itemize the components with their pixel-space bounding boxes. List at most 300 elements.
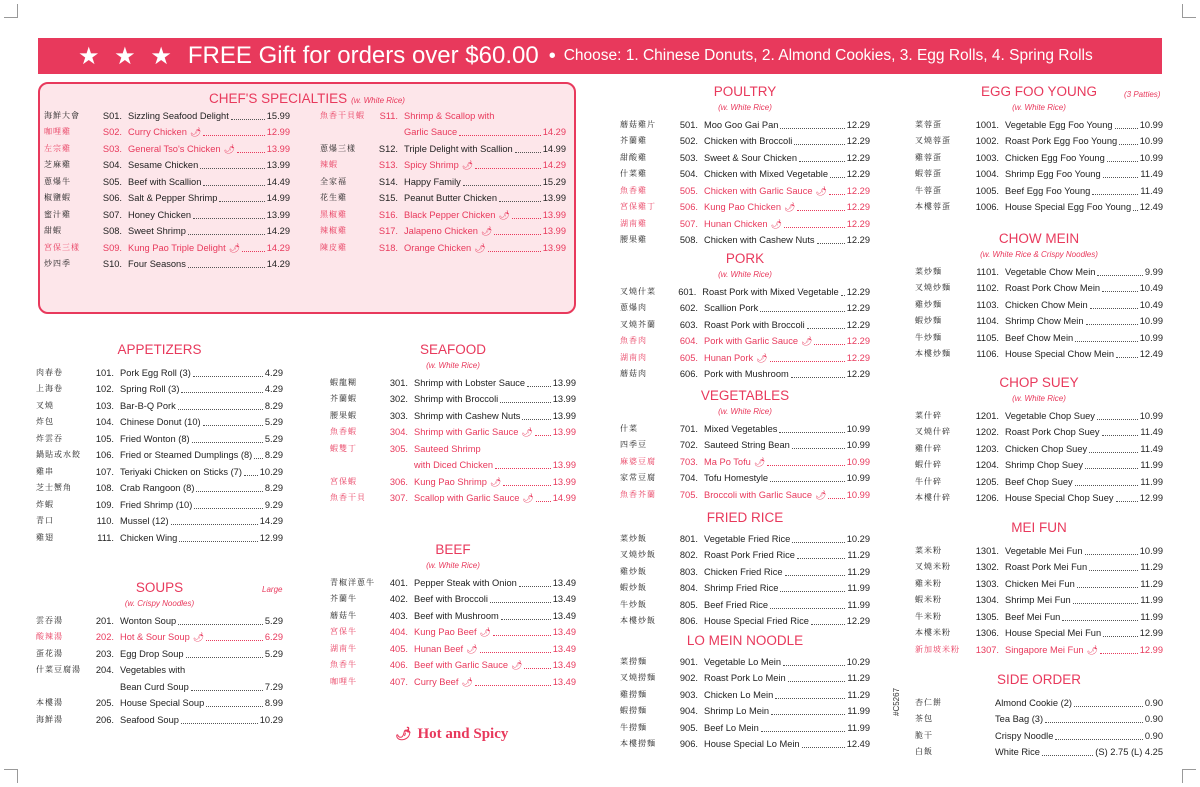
item-price: 4.29 [264, 367, 283, 378]
item-chinese-name: 甜蝦 [44, 226, 62, 235]
item-price: 10.99 [846, 440, 870, 450]
item-price: 10.99 [846, 489, 870, 500]
item-price: 4.29 [264, 384, 283, 394]
item-price: 12.29 [846, 235, 870, 245]
item-chinese-name: 咖哩牛 [330, 676, 357, 686]
item-chinese-name: 上海卷 [36, 384, 63, 393]
item-number: 1302. [975, 562, 999, 572]
item-number: 1201. [975, 410, 999, 421]
item-chinese-name: 蝦撈麵 [620, 706, 647, 715]
dot-leader [783, 665, 845, 666]
menu-item [915, 345, 1163, 362]
menu-item [620, 214, 870, 231]
item-number: 1304. [975, 595, 999, 605]
item-name: Shrimp Chop Suey [1005, 460, 1084, 470]
item-chinese-name: 菜什碎 [915, 410, 942, 420]
item-chinese-name: 海鮮湯 [36, 714, 63, 724]
item-chinese-name: 炒四季 [44, 259, 71, 268]
section-title: MEI FUN [1011, 520, 1067, 535]
menu-item [915, 456, 1163, 473]
item-name: Chicken with Cashew Nuts [704, 235, 815, 245]
item-price: 12.29 [846, 319, 870, 330]
section-title: LO MEIN NOODLE [686, 633, 804, 648]
menu-item [330, 423, 576, 440]
item-number: S12. [378, 143, 398, 154]
item-number: 407. [389, 676, 408, 687]
item-chinese-name: 海鮮大會 [44, 110, 80, 120]
pork-section [620, 250, 870, 381]
item-chinese-name: 牛炒飯 [620, 599, 647, 609]
item-name: Sesame Chicken [128, 160, 199, 170]
item-chinese-name: 蔥爆三樣 [320, 143, 356, 153]
pepper-icon: 🌶 [466, 643, 478, 654]
dot-leader [1073, 603, 1139, 604]
item-price: 12.29 [846, 185, 870, 196]
item-price: 11.99 [847, 583, 870, 593]
menu-item [620, 282, 870, 299]
item-number: 507. [679, 218, 698, 229]
item-price: 11.99 [1140, 460, 1163, 470]
item-number: 108. [95, 483, 114, 493]
item-name: Chinese Donut (10) [120, 417, 201, 427]
item-name: Hot & Sour Soup [120, 632, 190, 642]
dot-leader [203, 135, 264, 136]
menu-item [44, 106, 290, 123]
item-chinese-name: 辣蝦 [320, 160, 338, 169]
item-chinese-name: 蘑菇牛 [330, 610, 357, 620]
item-chinese-name: 雞串 [36, 466, 54, 476]
item-name: Beef with Scallion [128, 176, 202, 187]
item-chinese-name: 牛什碎 [915, 476, 942, 486]
item-chinese-name: 新加坡米粉 [915, 644, 960, 654]
crop-mark [4, 4, 18, 18]
menu-item [915, 489, 1163, 506]
pepper-icon: 🌶 [479, 627, 491, 637]
item-price: 12.29 [846, 616, 870, 626]
item-price: 13.99 [552, 476, 576, 487]
item-number: 904. [679, 706, 698, 716]
crop-mark [4, 769, 18, 783]
menu-item [620, 132, 870, 149]
item-price: 11.99 [847, 706, 870, 716]
item-chinese-name: 蔥爆肉 [620, 303, 647, 312]
dot-leader [536, 501, 551, 502]
item-name: House Special Chop Suey [1005, 493, 1114, 503]
dot-leader [780, 128, 844, 129]
menu-item [36, 628, 283, 645]
dot-leader [811, 624, 845, 625]
item-chinese-name: 芥蘭牛 [330, 594, 357, 603]
dot-leader [193, 376, 263, 377]
dot-leader [797, 558, 845, 559]
item-chinese-name: 四季豆 [620, 440, 647, 449]
section-note: (w. White Rice) [1012, 394, 1066, 403]
pepper-icon: 🌶 [522, 493, 534, 503]
pepper-icon: 🌶 [228, 242, 241, 253]
item-number: 405. [389, 643, 408, 654]
item-number: 502. [679, 136, 698, 146]
item-price: 10.99 [846, 473, 870, 483]
item-number: 1301. [975, 545, 999, 556]
dot-leader [1086, 324, 1138, 325]
item-chinese-name: 茶包 [915, 714, 933, 723]
menu-item [620, 299, 870, 316]
item-chinese-name: 雲吞湯 [36, 615, 63, 625]
item-name: House Special Lo Mein [704, 739, 800, 749]
item-name: Beef with Mushroom [414, 610, 499, 621]
item-name: Wonton Soup [120, 615, 177, 626]
dot-leader [237, 152, 265, 153]
item-name: Roast Pork Chop Suey [1005, 427, 1100, 437]
item-number: 404. [389, 627, 408, 637]
item-price: 12.29 [846, 336, 870, 346]
item-name: Chicken Chop Suey [1005, 443, 1088, 454]
item-number: 403. [389, 610, 408, 621]
item-chinese-name: 湖南雞 [620, 218, 647, 228]
item-name: Jalapeno Chicken [404, 226, 478, 236]
dot-leader [1102, 291, 1138, 292]
item-chinese-name: 雞米粉 [915, 578, 942, 588]
dot-leader [186, 657, 263, 658]
item-name: Seafood Soup [120, 714, 179, 725]
dot-leader [535, 435, 551, 436]
menu-item [915, 132, 1163, 149]
section-note: (w. White Rice) [1012, 103, 1066, 112]
item-price: 8.29 [264, 483, 283, 493]
item-price: 14.99 [552, 493, 576, 503]
menu-item [36, 528, 283, 545]
item-chinese-name: 蝦龍糊 [330, 377, 357, 387]
item-name: Happy Family [404, 176, 461, 187]
item-chinese-name: 蝦什碎 [915, 460, 942, 469]
item-name: Vegetable Chow Mein [1005, 266, 1096, 277]
item-name: Shrimp Chow Mein [1005, 316, 1084, 326]
item-name: Roast Pork Fried Rice [704, 550, 795, 560]
item-name: Hunan Beef [414, 643, 464, 654]
dot-leader [527, 386, 551, 387]
item-price: 13.49 [552, 594, 576, 604]
menu-item [36, 661, 283, 678]
item-price: 12.29 [846, 352, 870, 363]
pepper-icon: 🌶 [474, 242, 486, 253]
dot-leader [799, 161, 845, 162]
item-name: Shrimp with Broccoli [414, 394, 499, 404]
item-price: 14.29 [266, 259, 290, 269]
pepper-icon: 🌶 [784, 202, 796, 212]
menu-item [620, 231, 870, 248]
item-chinese-name: 陳皮雞 [320, 242, 347, 252]
item-name: Chicken with Mixed Vegetable [704, 169, 829, 179]
item-number: 703. [679, 456, 698, 467]
dot-leader [178, 624, 263, 625]
item-name: Chicken Wing [120, 532, 178, 543]
dot-leader [196, 491, 262, 492]
item-chinese-name: 白飯 [915, 747, 933, 756]
item-chinese-name: 什菜雞 [620, 169, 647, 178]
item-name: Sizzling Seafood Delight [128, 110, 229, 121]
item-name: Vegetable Lo Mein [704, 656, 782, 667]
item-price: 11.29 [847, 566, 870, 577]
menu-item [620, 365, 870, 382]
dot-leader [841, 295, 845, 296]
menu-item [330, 623, 576, 640]
item-chinese-name: 魚香干貝蝦 [320, 110, 365, 120]
menu-item [36, 363, 283, 380]
item-name: Shrimp with Cashew Nuts [414, 410, 521, 421]
dot-leader [188, 267, 265, 268]
hot-and-spicy-legend [392, 726, 508, 743]
pepper-icon: 🌶 [801, 336, 813, 346]
item-chinese-name: 雞炒麵 [915, 299, 942, 309]
item-chinese-name: 甜酸雞 [620, 152, 647, 162]
item-number: 601. [678, 286, 697, 297]
dot-leader [1133, 210, 1138, 211]
dot-leader [797, 210, 844, 211]
menu-item [620, 529, 870, 546]
menu-item [915, 472, 1163, 489]
item-chinese-name: 叉燒撈麵 [620, 673, 656, 682]
item-name: Four Seasons [128, 259, 186, 269]
item-chinese-name: 蝦雙丁 [330, 443, 357, 453]
banner-headline: FREE Gift for orders over $60.00 [187, 42, 539, 69]
item-name: Beef Fried Rice [704, 599, 769, 610]
item-name: Chicken Fried Rice [704, 566, 783, 577]
item-price: 13.99 [542, 242, 566, 253]
dot-leader [200, 168, 264, 169]
item-number: 203. [95, 648, 114, 659]
item-number: 1002. [975, 136, 999, 146]
item-number: 307. [389, 493, 408, 503]
menu-item [915, 115, 1163, 132]
menu-item [915, 423, 1163, 440]
menu-item [36, 677, 283, 694]
pepper-icon: 🌶 [192, 632, 205, 642]
item-name: Hunan Chicken [704, 218, 768, 229]
item-number: 109. [95, 499, 114, 510]
item-chinese-name: 菜撈麵 [620, 656, 647, 666]
item-name: House Special Fried Rice [704, 616, 809, 626]
dot-leader [171, 524, 258, 525]
menu-item [320, 123, 566, 140]
item-chinese-name: 芝士蟹角 [36, 483, 72, 492]
menu-item [620, 452, 870, 469]
item-name: Teriyaki Chicken on Sticks (7) [120, 466, 242, 477]
dot-leader [206, 640, 263, 641]
menu-item [320, 222, 566, 239]
menu-item [620, 181, 870, 198]
dot-leader [242, 251, 265, 252]
dot-leader [206, 706, 263, 707]
item-chinese-name: 魚香雞 [620, 185, 647, 195]
item-chinese-name: 魚香蝦 [330, 427, 357, 436]
item-chinese-name: 雞蓉蛋 [915, 152, 942, 162]
item-number: 505. [679, 185, 698, 196]
item-chinese-name: 本樓撈麵 [620, 739, 656, 748]
menu-item [36, 644, 283, 661]
item-chinese-name: 雞什碎 [915, 443, 942, 453]
item-price: 11.49 [1140, 427, 1163, 437]
item-number: 508. [679, 235, 698, 245]
section-title: SIDE ORDER [996, 672, 1081, 687]
item-price: 0.90 [1144, 714, 1163, 724]
menu-item [620, 702, 870, 719]
item-number: 1004. [975, 169, 999, 179]
item-number: 303. [389, 410, 408, 421]
item-number: 205. [95, 698, 114, 708]
item-chinese-name: 雞撈麵 [620, 689, 647, 699]
item-name: Garlic Sauce [404, 127, 458, 137]
patties-label: (3 Patties) [1124, 90, 1161, 99]
item-name: Shrimp with Lobster Sauce [414, 377, 526, 388]
item-number: 801. [679, 533, 698, 544]
item-price: 12.49 [1139, 202, 1163, 212]
item-chinese-name: 蘑菇肉 [620, 369, 647, 378]
menu-item [620, 735, 870, 752]
menu-item [36, 479, 283, 496]
item-number: 104. [95, 417, 114, 427]
item-number: 806. [679, 616, 698, 626]
item-name: Mussel (12) [120, 516, 169, 526]
item-name: House Special Egg Foo Young [1005, 202, 1132, 212]
item-name: Roast Pork Chow Mein [1005, 283, 1101, 293]
dot-leader [1103, 636, 1138, 637]
item-name: Shrimp Fried Rice [704, 583, 779, 593]
pepper-icon: 🌶 [815, 489, 827, 500]
item-name: Tea Bag (3) [995, 714, 1044, 724]
item-chinese-name: 腰果雞 [620, 235, 647, 244]
item-price: 11.99 [847, 599, 870, 610]
item-name: Spicy Shrimp [404, 160, 459, 170]
section-title: BEEF [435, 542, 471, 557]
item-number: 1203. [975, 443, 999, 454]
menu-item [620, 419, 870, 436]
appetizers-section [36, 341, 283, 545]
dot-leader [1062, 620, 1138, 621]
dot-leader [785, 575, 846, 576]
item-chinese-name: 魚香干貝 [330, 493, 366, 502]
item-number: 1103. [976, 299, 999, 310]
menu-item [915, 262, 1163, 279]
soups-section [36, 579, 283, 727]
menu-item [36, 512, 283, 529]
item-price: 10.99 [1139, 119, 1163, 130]
menu-item [915, 439, 1163, 456]
item-number: S08. [102, 226, 122, 236]
item-name: Curry Chicken [128, 127, 187, 137]
pepper-icon: 🌶 [480, 226, 493, 236]
item-number: 1104. [976, 316, 999, 326]
item-number: 1307. [975, 644, 999, 655]
menu-item [330, 606, 576, 623]
dot-leader [814, 344, 844, 345]
dot-leader [179, 541, 257, 542]
section-note: (w. White Rice) [351, 96, 405, 105]
item-number: 406. [389, 660, 408, 670]
item-price: 11.49 [1140, 169, 1163, 179]
menu-item [915, 726, 1163, 743]
pepper-icon: 🌶 [815, 185, 827, 196]
item-chinese-name: 叉燒 [36, 400, 54, 410]
item-number: S03. [102, 143, 122, 154]
menu-item [44, 139, 290, 156]
item-name: Vegetable Chop Suey [1005, 410, 1095, 421]
item-price: 11.99 [1140, 476, 1163, 487]
item-price: 8.29 [264, 450, 283, 460]
item-price: 12.29 [846, 218, 870, 229]
item-name: Scallop with Garlic Sauce [414, 493, 520, 503]
item-chinese-name: 宮保雞丁 [620, 202, 656, 211]
item-name: Salt & Pepper Shrimp [128, 193, 218, 203]
section-note: (w. White Rice & Crispy Noodles) [980, 250, 1098, 259]
menu-item [915, 710, 1163, 727]
item-number: 305. [389, 443, 408, 454]
item-name: Shrimp Lo Mein [704, 706, 770, 716]
item-price: 12.29 [846, 303, 870, 313]
dot-leader [480, 652, 551, 653]
item-price: 12.29 [846, 152, 870, 163]
item-chinese-name: 炸包 [36, 417, 54, 426]
menu-item [620, 148, 870, 165]
item-number: 903. [679, 689, 698, 700]
item-chinese-name: 蝦蓉蛋 [915, 169, 942, 178]
item-name: Chicken Egg Foo Young [1005, 152, 1105, 163]
item-chinese-name: 叉燒米粉 [915, 562, 951, 571]
item-price: 10.29 [846, 533, 870, 544]
item-price: 9.29 [264, 499, 283, 510]
item-price: 13.99 [266, 143, 290, 154]
item-number: 1303. [975, 578, 999, 589]
dot-leader [244, 475, 258, 476]
item-number: 704. [679, 473, 698, 483]
item-price: 5.29 [264, 433, 283, 444]
item-name: Chicken with Garlic Sauce [704, 185, 813, 196]
item-number: 206. [95, 714, 114, 725]
item-number: 111. [97, 532, 114, 543]
item-number: S11. [379, 110, 398, 121]
item-name: House Special Chow Mein [1005, 349, 1115, 359]
section-note: (w. White Rice) [426, 561, 480, 570]
item-chinese-name: 本樓蓉蛋 [915, 202, 951, 211]
item-chinese-name: 辣椒雞 [320, 226, 347, 235]
item-name: Singapore Mei Fun [1005, 644, 1084, 655]
item-number: S05. [102, 176, 122, 187]
item-name: Chicken Lo Mein [704, 689, 774, 700]
item-chinese-name: 蝦炒麵 [915, 316, 942, 325]
item-price: 12.99 [259, 532, 283, 543]
item-number: S04. [102, 160, 122, 170]
item-chinese-name: 叉燒炒飯 [620, 550, 656, 559]
dot-leader [829, 194, 845, 195]
menu-item [915, 312, 1163, 329]
item-number: 902. [679, 673, 698, 683]
item-name: with Diced Chicken [414, 460, 494, 470]
item-price: 12.49 [1139, 349, 1163, 359]
item-number: 501. [679, 119, 698, 130]
mei-fun-section [915, 519, 1163, 657]
item-chinese-name: 脆干 [915, 730, 933, 740]
item-number: 604. [679, 336, 698, 346]
section-note: (w. White Rice) [426, 361, 480, 370]
menu-item [330, 672, 576, 689]
item-name: Roast Pork Egg Foo Young [1005, 136, 1118, 146]
menu-item [620, 315, 870, 332]
item-price: 12.29 [846, 169, 870, 179]
item-name: Almond Cookie (2) [995, 697, 1072, 708]
pepper-icon: 🌶 [395, 726, 412, 741]
item-price: 13.99 [542, 209, 566, 220]
item-name: Shrimp Mei Fun [1005, 595, 1071, 605]
menu-item [915, 295, 1163, 312]
